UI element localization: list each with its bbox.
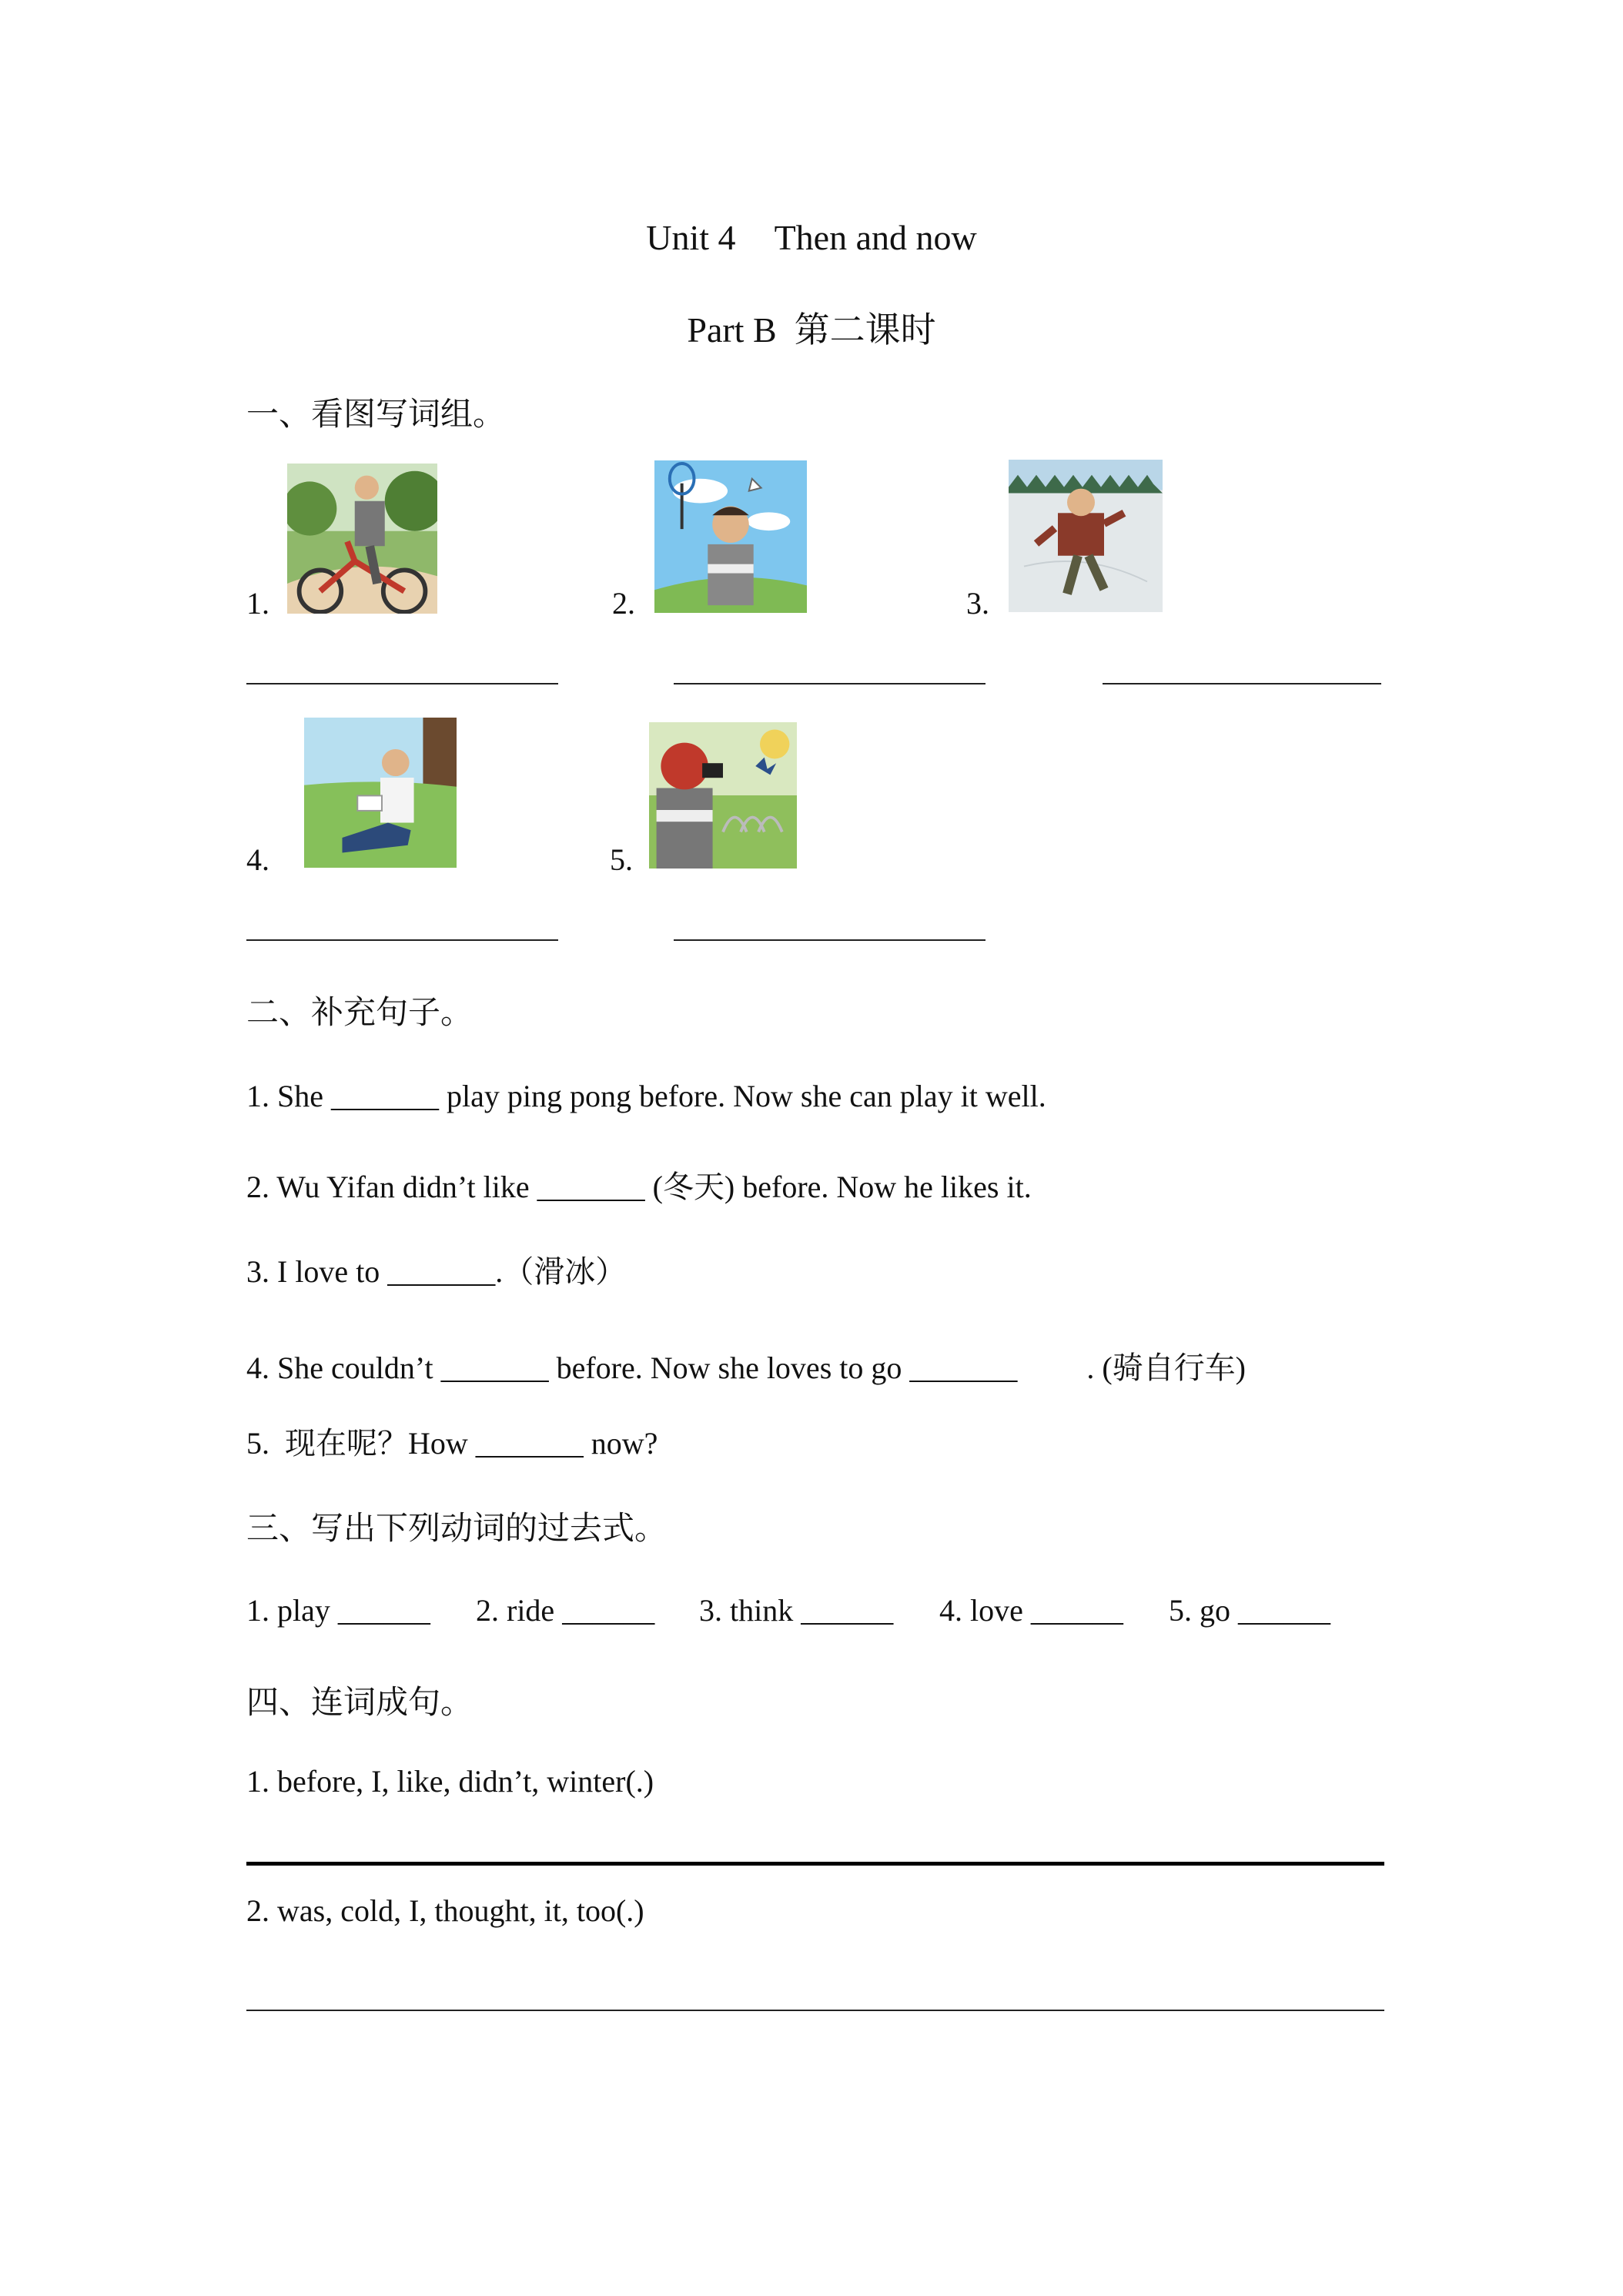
scrambled-sentence-2: 2. was, cold, I, thought, it, too(.) xyxy=(246,1893,644,1928)
item-number: 3. xyxy=(966,586,989,621)
page-subtitle xyxy=(0,302,1623,353)
item-number: 4. xyxy=(246,842,269,877)
verb-item: 3. think ______ xyxy=(699,1593,894,1628)
answer-line[interactable] xyxy=(246,939,558,941)
unit-title: Then and now xyxy=(774,218,977,257)
unit-label: Unit 4 xyxy=(646,218,736,257)
answer-line[interactable] xyxy=(1103,683,1381,684)
item-number: 2. xyxy=(612,586,635,621)
lesson-label: 第二课时 xyxy=(794,310,936,350)
verb-item: 2. ride ______ xyxy=(476,1593,655,1628)
reading-book-picture xyxy=(304,718,457,868)
scrambled-sentence-1: 1. before, I, like, didn’t, winter(.) xyxy=(246,1764,654,1799)
part-label: Part B xyxy=(687,310,777,350)
badminton-picture xyxy=(654,460,807,613)
answer-line[interactable] xyxy=(674,683,986,684)
ice-skating-picture xyxy=(1009,460,1163,612)
answer-line[interactable] xyxy=(246,2010,1384,2011)
taking-pictures-picture xyxy=(649,722,797,869)
sentence-1: 1. She _______ play ping pong before. Now she can play it well. xyxy=(246,1079,1046,1113)
section1-title: 一、看图写词组。 xyxy=(246,397,506,433)
section3-title: 三、写出下列动词的过去式。 xyxy=(246,1511,668,1547)
verb-item: 4. love ______ xyxy=(939,1593,1123,1628)
verb-item: 1. play ______ xyxy=(246,1593,430,1628)
answer-line[interactable] xyxy=(674,939,986,941)
page-title xyxy=(0,217,1623,258)
sentence-2: 2. Wu Yifan didn’t like _______ (冬天) before. Now he likes it. xyxy=(246,1170,1032,1204)
sentence-3: 3. I love to _______.（滑冰） xyxy=(246,1254,627,1289)
riding-bike-picture xyxy=(287,464,437,614)
section4-title: 四、连词成句。 xyxy=(246,1685,474,1721)
answer-line[interactable] xyxy=(246,1862,1384,1866)
answer-line[interactable] xyxy=(246,683,558,684)
verb-item: 5. go ______ xyxy=(1169,1593,1330,1628)
sentence-4: 4. She couldn’t _______ before. Now she loves to go _______ . (骑自行车) xyxy=(246,1350,1247,1385)
section2-title: 二、补充句子。 xyxy=(246,996,474,1031)
item-number: 1. xyxy=(246,586,269,621)
sentence-5: 5. 现在呢？How _______ now? xyxy=(246,1426,658,1461)
item-number: 5. xyxy=(610,842,633,877)
